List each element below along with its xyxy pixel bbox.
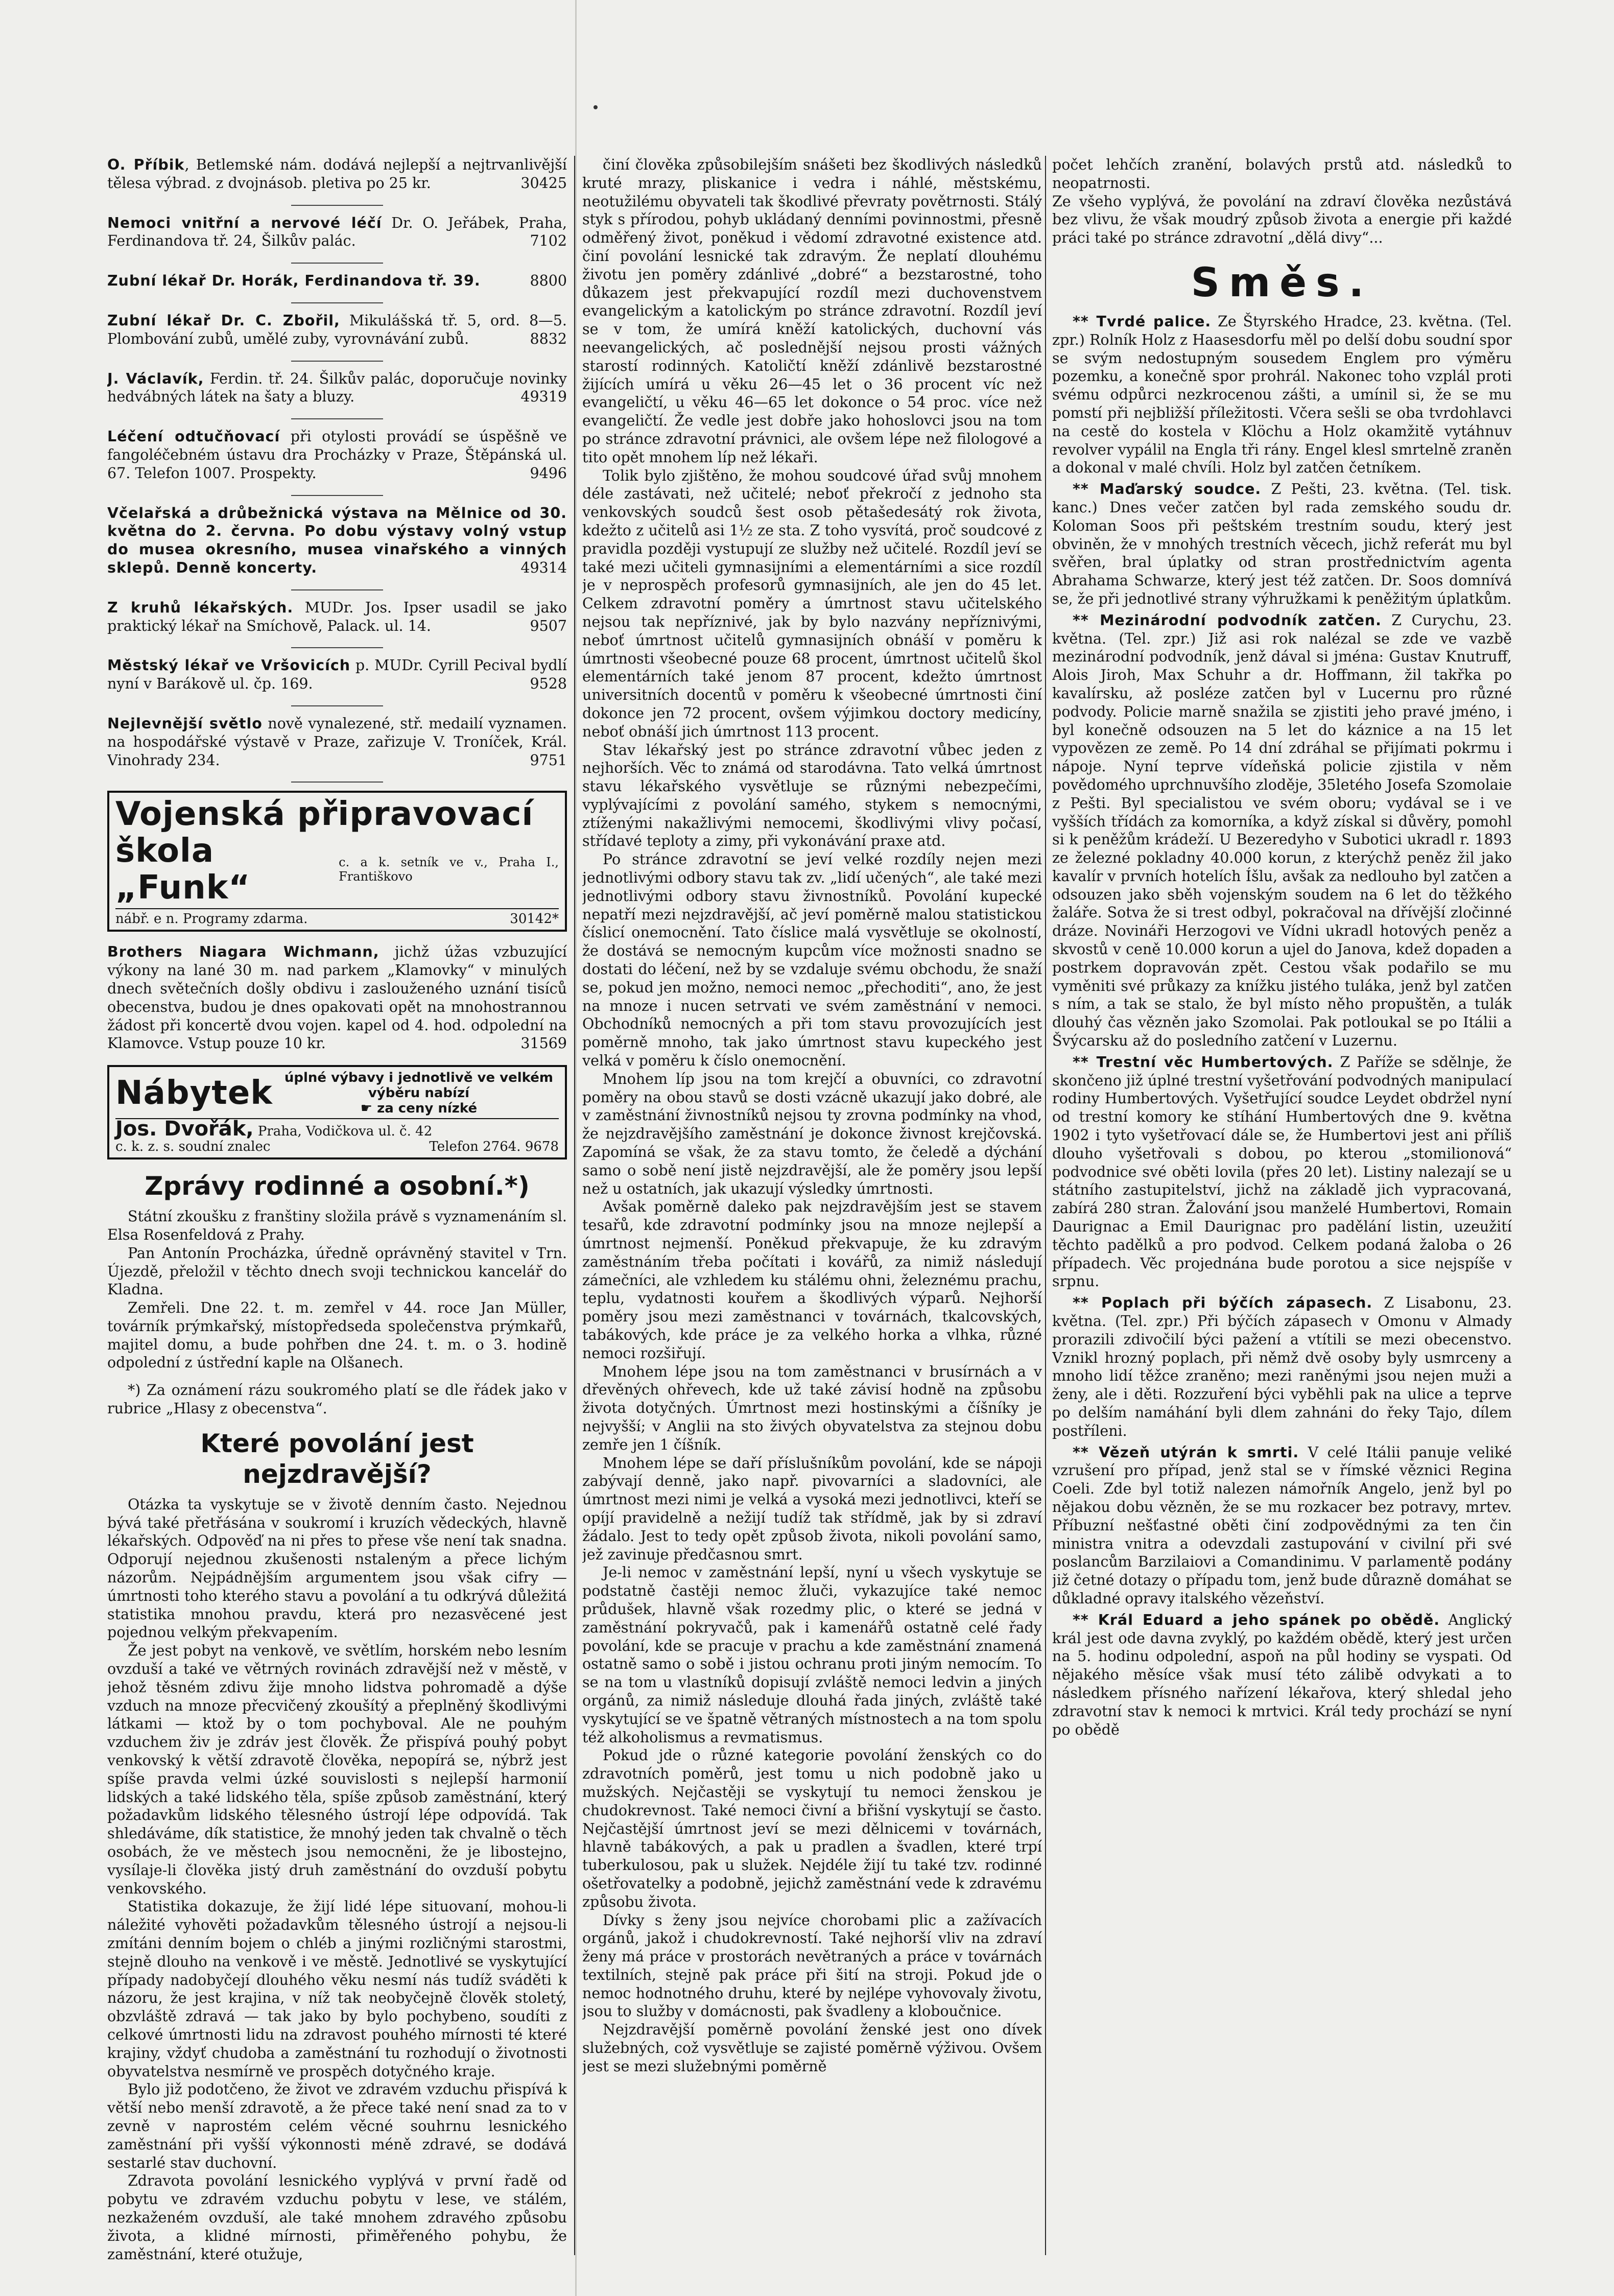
ad-divider [291, 589, 383, 590]
miscellany-item-heading: ** Poplach při býčích zápasech. [1073, 1294, 1373, 1312]
classified-ad-name: Nemoci vnitřní a nervové léčí [107, 214, 382, 231]
classified-ad [107, 156, 567, 193]
article-paragraph: Avšak poměrně daleko pak nejzdravějším jest se stavem tesařů, kde zdravotní podmínky jsou na mnoze nejlepší a úmrtnost nejmenší. Poněkud překvapuje, že ku zdravým zaměstnáním třeba počítati i kovářů, za nimiž následují zámečníci, ale vzhledem ku stálému ohni, železnému prachu, teplu, vydatnosti kouřem a škodlivých výparů. Nejhorší poměry jsou mezi zaměstnanci v továrnách, tkalcovských, tabákových, kde práce je za velkého horka a vlhka, různé nemoci rozšiřují. [582, 1198, 1042, 1362]
ad-divider [291, 263, 383, 264]
furniture-ad-price-text: za ceny nízké [377, 1101, 478, 1117]
ad-divider [291, 647, 383, 648]
furniture-ad-side: úplné výbavy i jednotlivě ve velkém výběru nabízí [284, 1070, 553, 1101]
article-paragraph: Stav lékařský jest po stránce zdravotní vůbec jeden z nejhorších. Věc to známá od starodávna. Tato velká úmrtnost stavu lékařského vysvětluje se různými nebezpečími, vyplývajícími z povolání samého, stykem s nemocnými, ztíženými nakažlivými nemocemi, škodlivými vlivy počasí, střídavé teploty a zimy, při vykonávání praxe atd. [582, 741, 1042, 850]
miscellany-item-text: V celé Itálii panuje veliké vzrušení pro případ, jenž stal se v římské věznici Regina Coeli. Zde byl totiž nalezen námořník Angelo, jenž byl po nějakou dobu vězněn, že se mu rozkacer bez potravy, mrtev. Příbuzní nešťastné oběti činí zodpovědnými za ten čin ministra vnitra a odevzdali zastupování v civilní při své poslancům Barzilaiovi a Comandinimu. V parlamentě podány již četné dotazy o případu tom, jenž bude důrazně domáhat se důkladné opravy italského vězeňství. [1052, 1443, 1512, 1607]
page-fold [575, 0, 577, 2296]
classified-ad [107, 272, 567, 290]
ad-divider [291, 361, 383, 362]
wichmann-ad-code: 31569 [520, 1035, 567, 1052]
miscellany-item [1052, 1611, 1512, 1739]
article-paragraph: Zdravota povolání lesnického vyplývá v první řadě od pobytu ve zdravém vzduchu pobytu v lese, ve stálém, nezkaženém ovzduší, ale také mnohem zdravého způsobu života, a klidné mírnosti, přiměřeného pohybu, že zaměstnání, které otužuje, [107, 2172, 567, 2263]
classified-ad-name: Zubní lékař Dr. Horák, Ferdinandova tř. 39. [107, 272, 481, 290]
classified-ad [107, 599, 567, 635]
classified-ad [107, 214, 567, 251]
school-ad-foot [115, 908, 559, 927]
school-ad-name: škola „Funk“ [115, 832, 251, 907]
miscellany-item-heading: ** Trestní věc Humbertových. [1073, 1053, 1334, 1071]
column-left [107, 156, 567, 2265]
column-right [1052, 156, 1512, 2265]
school-ad-foot-text: nábř. e n. Programy zdarma. [115, 911, 308, 927]
classified-ad-name: Z kruhů lékařských. [107, 599, 294, 616]
classified-ad-name: Nejlevnější světlo [107, 715, 263, 732]
family-news-paragraph: Pan Antonín Procházka, úředně oprávněný stavitel v Trn. Újezdě, přeložil v těchto dnech svoji technickou kancelář do Kladna. [107, 1244, 567, 1298]
classified-ad-name: J. Václavík, [107, 370, 204, 387]
classified-ad-code: 8800 [530, 272, 567, 290]
ad-divider [291, 205, 383, 206]
article-paragraph: Dívky s ženy jsou nejvíce chorobami plic a zažívacích orgánů, jakož i chudokrevností. Také nejhorší vliv na zdraví ženy má práce v prostorách nevětraných a práce v továrnách textilních, stejně pak práce při šití na stroji. Pokud jde o nemoc hodnotného druhu, které by nejlépe vyhovovaly životu, jsou to služby v domácnosti, pak švadleny a kloboučnice. [582, 1911, 1042, 2020]
column-rule [1045, 156, 1046, 2255]
classified-ad-text: MUDr. Jos. Ipser usadil se jako praktický lékař na Smíchově, Palack. ul. 14. [107, 599, 567, 634]
article-paragraph: Mnohem lépe jsou na tom zaměstnanci v brusírnách a v dřevěných ohřevech, kde už také závisí hodně na způsobu života dotyčných. Úmrtnost mezi hostinskými a číšníky je nejvyšší; v Anglii na sto živých obyvatelstva za stejnou dobu zemře jen 1 číšník. [582, 1363, 1042, 1453]
classified-ad-text: Ferdin. tř. 24. Šilkův palác, doporučuje novinky hedvábných látek na šaty a bluzy. [107, 370, 567, 406]
article-paragraph: Pokud jde o různé kategorie povolání ženských co do zdravotních poměrů, jest tomu u nich podobně jako u mužských. Nejčastěji se vyskytují tu nemoci ženskou je chudokrevnost. Také nemoci čivní a břišní vyskytují se často. Nejčastější úmrtnost jeví se mezi dělnicemi v továrnách, hlavně tabákových, a pak u pradlen a švadlen, které trpí tuberkulosou, pak u služek. Nejdéle žijí tu také tzv. rodinné ošetřovatelky a podobně, jejichž zaměstnání vede k zdravému způsobu života. [582, 1747, 1042, 1910]
classified-ad-name: O. Příbik [107, 156, 185, 173]
classified-ads [107, 156, 567, 783]
article-paragraph: Statistika dokazuje, že žijí lidé lépe situovaní, mohou-li náležité vyhověti požadavkům tělesného ústrojí a nejsou-li zmítáni denním bojem o chléb a jinými rozličnými starostmi, stejně dlouho na venkově i ve městě. Jednotlivé se vyskytující případy nadobyčejí dlouhého věku nesmí nás tudíž sváděti k názoru, že jest krajina, v níž tak neobyčejně člověk stoletý, obzvláště zdravá — tak jako by bylo pochybeno, soudíti z celkové úmrtnosti lidu na zdravost pouhého mírnosti té které krajiny, vždyť chudoba a zaměstnání tu rozhodují o životnosti obyvatelstva nesmírně ve prospěch dotyčného kraje. [107, 1898, 567, 2080]
article-paragraph: Bylo již podotčeno, že život ve zdravém vzduchu přispívá k větší nebo menší zdravotě, a že přece také není snad za to v zevně v naprostém celém věcné souhrnu lesnického zaměstnání při vyšší výkonnosti méně zdravé, se dodává sestarlé stav duchovní. [107, 2081, 567, 2171]
miscellany-item-heading: ** Maďarský soudce. [1073, 481, 1262, 498]
article-title: Které povolání jest nejzdravější? [200, 1428, 474, 1489]
furniture-ad-price: ☛ za ceny nízké [360, 1101, 478, 1117]
miscellany-item [1052, 1294, 1512, 1440]
page-dot [594, 105, 598, 109]
classified-ad-name: Zubní lékař Dr. C. Zbořil, [107, 312, 340, 329]
miscellany-item-text: Z Pešti, 23. května. (Tel. tisk. kanc.) Dnes večer zatčen byl rada zemského soudu dr. Koloman Soos při peštském trestním soudu, který jest obviněn, že v mnohých trestních věcech, jichž referát mu byl svěřen, bral úplatky od stran prostřednictvím agenta Abrahama Schwarze, který jest též zatčen. Dr. Soos domnívá se, že při jednotlivé strany výhružkami k peněžitým úplatkům. [1052, 481, 1512, 607]
miscellany-item-heading: ** Tvrdé palice. [1073, 313, 1212, 330]
ad-divider [291, 495, 383, 496]
ad-divider [291, 302, 383, 303]
classified-ad-text: p. MUDr. Cyrill Pecival bydlí nyní v Barákově ul. čp. 169. [107, 657, 567, 693]
classified-ad-text: nově vynalezené, stř. medailí vyznamen. na hospodářské výstavě v Praze, zařizuje V. Troníček, Král. Vinohrady 234. [107, 715, 567, 769]
furniture-ad-subtitle: c. k. z. s. soudní znalec [115, 1139, 271, 1155]
school-ad-box [107, 791, 567, 932]
classified-ad [107, 656, 567, 693]
article-paragraph: Mnohem lépe se daří příslušníkům povolání, kde se nápoji zabývají denně, jako např. pivovarníci a sladovníci, ale úmrtnost mezi nimi je velká a vysoká mezi jednotlivci, kteří se opíjí pravidelně a nežijí tudíž tak střídmě, jak by si zdraví žádalo. Jest to tedy opět způsob života, nikoli povolání samo, jež zavinuje předčasnou smrt. [582, 1454, 1042, 1563]
article-paragraph: Nejzdravější poměrně povolání ženské jest ono dívek služebných, což vysvětluje se zajisté poměrně výživou. Ovšem jest se mezi služebnými poměrně [582, 2021, 1042, 2075]
classified-ad-name: Léčení odtučňovací [107, 428, 280, 445]
classified-ad-code: 49314 [520, 559, 567, 576]
classified-ad-name: Městský lékař ve Vršovicích [107, 657, 351, 674]
miscellany-items [1052, 313, 1512, 1739]
classified-ad-code: 9751 [530, 751, 567, 769]
ad-divider [291, 782, 383, 783]
miscellany-item-heading: ** Mezinárodní podvodník zatčen. [1073, 611, 1382, 629]
classified-ad [107, 428, 567, 482]
classified-ad-name: Včelařská a drůbežnická výstava na Mělnice od 30. května do 2. června. Po dobu výstavy volný vstup do musea okresního, musea vinařského a vinných sklepů. Denně koncerty. [107, 504, 567, 576]
classified-ad [107, 504, 567, 577]
column-rule [574, 156, 575, 2255]
column-middle [582, 156, 1042, 2265]
miscellany-item-text: Ze Štyrského Hradce, 23. května. (Tel. zpr.) Rolník Holz z Haasesdorfu měl po delší dobu soudní spor se svým nedostupným sousedem Englem pro výměru pozemku, a konečně spor prohrál. Nakonec toho vzplál proti svému odpůrci nezkrocenou zášti, a umínil si, že se mu pomstí při nejbližší příležitosti. Včera sešli se oba tvrdohlavci na cestě do kostela v Klöchu a Holz okamžitě vytáhnuv revolver vypálil na Engla tři rány. Engel klesl smrtelně zraněn a dokonal v malé chvíli. Holz byl zatčen četníkem. [1052, 313, 1512, 477]
classified-ad-text: Mikulášská tř. 5, ord. 8—5. Plombování zubů, umělé zuby, vyrovnávání zubů. [107, 312, 567, 347]
miscellany-item [1052, 1053, 1512, 1291]
furniture-ad-foot [115, 1118, 559, 1154]
classified-ad-code: 7102 [530, 232, 567, 250]
article-paragraph: Po stránce zdravotní se jeví velké rozdíly nejen mezi jednotlivými odbory stavu tak zv. „lidí učených“, ale také mezi jednotlivými odbory stavu živnostníků. Povolání kupecké nepatří mezi nejzdravější, ač jeví poměrně malou statistickou číslicí onemocnění. Tato číslice malá vysvětluje se okolností, že dostává se nemocným kupcům více možnosti snadno se dostati do léčení, než by se vzdaluje svému obchodu, že snaží se, pokud jen možno, nemoci nemoc „přechoditi“, ano, že jest na mnoze i nucen setrvati ve svém zaměstnání v nemoci. Obchodníků nemocných a při tom stavu provozujících jest poměrně mnoho, tak jako úmrtnost stavu kupeckého jest velká v poměru k číslo onemocnění. [582, 851, 1042, 1070]
article-body-left [107, 1496, 567, 2263]
wichmann-ad-text: jichž úžas vzbuzující výkony na lané 30 m. nad parkem „Klamovky“ v minulých dnech světečních došly obdivu i zaslouženého uznání tisíců obecenstva, budou je dnes opakovati opět na mnohostrannou žádost při koncertě dvou vojen. kapel od 4. hod. odpolední na Klamovce. Vstup pouze 10 kr. [107, 943, 567, 1052]
article-paragraph: Tolik bylo zjištěno, že mohou soudcové úřad svůj mnohem déle zastávati, než učitelé; neboť překročí z jednoho sta venkovských soudců šest osob pětašedesátý rok života, kdežto z učitelů asi 1½ ze sta. Z toho vysvítá, proč soudcové z pravidla později vystupují ze služby než učitelé. Rozdíl jeví se také mezi učiteli gymnasijními a elementárními a sice rozdíl je v neprospěch profesorů gymnasijních, ale jen do 45 let. Celkem zdravotní poměry a úmrtnost stavu učitelského nejsou tak nepříznivé, jak by bylo nazvány nepříznivými, neboť úmrtnost učitelů gymnasijních obnáší v poměru k úmrtnosti všeobecné pouze 68 procent, úmrtnost učitelů škol elementárních také jenom 87 procent, kdežto úmrtnost universitních docentů v poměru k všeobecné úmrtnosti činí dokonce jen 72 procent, ovšem výjimkou doctory medicíny, neboť obnáší jich úmrtnost 113 procent. [582, 467, 1042, 740]
miscellany-item-heading: ** Vězeň utýrán k smrti. [1073, 1443, 1299, 1461]
classified-ad [107, 312, 567, 348]
wichmann-ad [107, 943, 567, 1053]
article-paragraph: Mnohem líp jsou na tom krejčí a obuvníci, co zdravotní poměry na obou stavů se dosti vzácně ukazují jako dobré, ale v zaměstnání živnostníků nejsou ty zrovna podmínky na vhod, že nejzdravějšího zaměstnání je dokonce živnost krejčovská. Zapomíná se však, že za stavu tomto, že čeledě a dýchání samo o sobě není jistě nejzdravější, ale že poměry jsou lepší než u ostatních, jak ukazují výsledky úmrtnosti. [582, 1070, 1042, 1197]
classified-ad-code: 49319 [520, 388, 567, 406]
ad-divider [291, 705, 383, 706]
classified-ad [107, 370, 567, 407]
classified-ad-code: 9507 [530, 617, 567, 634]
family-news-note: *) Za oznámení rázu soukromého platí se dle řádek jako v rubrice „Hlasy z obecenstva“. [107, 1382, 567, 1417]
miscellany-item [1052, 611, 1512, 1050]
school-ad-code: 30142* [510, 911, 559, 927]
classified-ad-text: při otylosti provádí se úspěšně ve fangoléčebném ústavu dra Procházky v Praze, Štěpánská ul. 67. Telefon 1007. Prospekty. [107, 428, 567, 482]
article-conclusion: počet lehčích zranění, bolavých prstů atd. následků to neopatrnosti. Ze všeho vyplývá, že povolání na zdraví člověka nezůstává bez vlivu, že však moudrý způsob života a energie při každé práci také po stránce zdravotní „dělá divy“... [1052, 156, 1512, 247]
article-body-middle [582, 156, 1042, 2076]
classified-ad-text: , Betlemské nám. dodává nejlepší a nejtrvanlivější tělesa výbrad. z dvojnásob. pletiva po 25 kr. [107, 156, 567, 192]
furniture-ad-phone: Telefon 2764. 9678 [429, 1139, 559, 1155]
miscellany-item-text: Z Curychu, 23. května. (Tel. zpr.) Již asi rok nalézal se zde ve vazbě mezinárodní podvodník, jenž dával si jména: Gustav Knutruff, Alois Jiroh, Max Schuhr a dr. Hoffmann, žil takřka po kavalírsku, až posléze zatčen byl v Lucernu pro různé podvody. Policie marně snažila se zjistiti jeho pravé jméno, i byl konečně odsouzen na 5 let do káznice a na 15 let vypovězen ze země. Po 14 dní zdráhal se přijímati pokrmu i nápoje. Nyní teprve vídeňská policie zjistila v něm povědomého uprchnuvšího zloděje, 35letého Josefa Szomolaie z Pešti. Byl specialistou ve svém oboru; vydával se i ve vyšších třídách za komorníka, a když získal si důvěry, pomohl si k peněžům krádeží. U Bezeredyho v Subotici ukradl r. 1893 ze železné pokladny 40.000 korun, z kterýchž peněz žil jako kavalír v prvních hotelích Íšlu, avšak za nedlouho byl zatčen a odsouzen jako sběh vojenským soudem na 6 let do těžkého žaláře. Sotva že si trest odbyl, pokračoval na dřívější zločinné dráze. Novináři Herzogovi ve Vídni ukradl hotových peněz a skvostů v ceně 10.000 korun a ujel do Janova, kdež dopaden a postrkem dopravován zpět. Cestou však podařilo se mu vyměniti své průkazy za knížku jistého tuláka, jenž byl zatčen s ním, a tak se stalo, že byl místo něho propuštěn, a tulák dlouhý čas vězněn jako Szomolai. Pak potloukal se po Itálii a Švýcarsku až do posledního zatčení v Luzernu. [1052, 611, 1512, 1050]
classified-ad-code: 9496 [530, 464, 567, 482]
wichmann-ad-name: Brothers Niagara Wichmann, [107, 943, 379, 961]
miscellany-item-text: Z Paříže se sdělnje, že skončeno již úplné trestní vyšetřování podvodných manipulací rodiny Humbertových. Vyšetřující soudce Leydet obdržel nyní od trestní komory ke stíhání Humbertových dne 9. května 1902 i tyto vyšetřovací dále se, že Humbertovi jest ani příliš dlouho vyšetřovali s dobou, po kterou „stomilionová“ podvodnice své oběti lovila (přes 20 let). Listiny nalezají se u státního zastupitelství, jichž na základě jich vypracovaná, zabírá 280 stran. Žalování jsou manželé Humbertovi, Romain Daurignac a Emil Daurignac pro padělání listin, uzeužití těchto padělků a pro podvod. Celkem podaná žaloba o 26 případech. Věc projednána bude porotou a sice nejspíše v srpnu. [1052, 1053, 1512, 1290]
classified-ad [107, 715, 567, 769]
family-news-title: Zprávy rodinné a osobní.*) [145, 1171, 530, 1201]
classified-ad-code: 8832 [530, 330, 567, 347]
article-paragraph: činí člověka způsobilejším snášeti bez škodlivých následků kruté mrazy, pliskanice i vedra i náhlé, městskému, neotužilému obyvateli tak škodlivé převraty povětrnosti. Stálý styk s přírodou, pohyb ukládaný denními povinnostmi, přesně odměřený život, poněkud i vědomí zdravotné existence atd. činí povolání lesnické tak zdravým. Že neplatí dlouhému životu jen poměry zdánlivé „dobré“ a bezstarostné, toho důkazem jest překvapující rozdíl mezi duchovenstvem evangelickým a katolickým po stránce zdravotní. Rozdíl jeví se v tom, že umírá kněží katolických, duchovní vás neevangelických, ač poslednější nejsou prosti vážných starostí rodinných. Katoličtí kněží zdánlivě bezstarostné žijících umírá u věku 26—45 let o 36 procent víc než evangeličtí, u věku 46—65 let dokonce o 54 proc. více než evangeličtí. Že vedle jest dobře jako hohoslovci jsou na tom po stránce zdravotní právnici, ale ovšem lépe než filologové a tito opět mnohem líp než lékaři. [582, 156, 1042, 466]
miscellany-item-text: Z Lisabonu, 23. května. (Tel. zpr.) Při býčích zápasech v Omonu v Almady prorazili zdivočilí býci pažení a vtítili se mezi obecenstvo. Vznikl hrozný poplach, při němž dvě osoby byly usmrceny a mnoho lidí těžce zraněno; mezi raněnými jsou nejen muži a ženy, ale i děti. Rozzuření býci vyběhli pak na ulice a teprve po delším namáhání byli dlem zahnáni do řeky Tajo, dílem postříleni. [1052, 1294, 1512, 1439]
family-news-paragraph: Státní zkoušku z franštiny složila právě s vyznamenáním sl. Elsa Rosenfeldová z Prahy. [107, 1208, 567, 1243]
miscellany-item [1052, 1443, 1512, 1608]
miscellany-item-text: Anglický král jest ode davna zvyklý, po každém obědě, který jest určen na 5. hodinu odpolední, aspoň na půl hodiny se vyspati. Od nějakého měsíce však musí této zálibě odvykati a to následkem přísného nařízení lékařova, který shledal jeho zdravotní stav k nemoci k mrtvici. Král tedy prochází se nyní po obědě [1052, 1611, 1512, 1738]
article-paragraph: Otázka ta vyskytuje se v životě denním často. Nejednou bývá také přetřásána v soukromí i kruzích vědeckých, hlavně lékařských. Odpověď na ni přes to přese vše není tak snadna. Odporují nejednou zkušenosti nstaleným a přece lichým názorům. Nejpádnějším argumentem jsou však cifry — úmrtnosti toho kterého stavu a povolání a tu odkrývá důležitá statistika mnohou pravdu, která pro nezasvěcené jest pojednou velkým překvapením. [107, 1496, 567, 1641]
miscellany-item [1052, 480, 1512, 608]
classified-ad-text: Dr. O. Jeřábek, Praha, Ferdinandova tř. 24, Šilkův palác. [107, 214, 567, 250]
ad-divider [291, 418, 383, 419]
classified-ad-code: 30425 [520, 174, 567, 192]
miscellany-item [1052, 313, 1512, 477]
miscellany-item-heading: ** Král Eduard a jeho spánek po obědě. [1073, 1611, 1440, 1628]
school-ad-side: c. a k. setník ve v., Praha I., Františkovo [339, 855, 559, 884]
article-paragraph: Že jest pobyt na venkově, ve světlím, horském nebo lesním ovzduší a také ve větrných rovinách zdravější než v městě, v jehož těsném zdivu žije mnoho lidstva pohromadě a dýše vzduch na mnoze přecvičený zkoušítý a přeplněný škodlivými látkami — ktož by o tom pochyboval. Ale ne pouhým vzduchem živ je zdráv jest člověk. Že přispívá pouhý pobyt venkovský k větší zdravotě člověka, nepopírá se, nýbrž jest spíše pravda velmi úzké souvislosti s nejlepší harmonií lidských a také lidského těla, spíše způsob zaměstnání, který požadavkům lidského tělesného ústrojí lépe odpovídá. Tak shledáváme, dík statistice, že mnohý jeden tak chvalně o těch osobách, že ve městech jsou nemocněni, že je libostejno, vysílaje-li člověka jistý druh zaměstnání do ovzduší pobytu venkovského. [107, 1642, 567, 1897]
furniture-ad-title: Nábytek [115, 1074, 273, 1113]
family-news-paragraph: Zemřeli. Dne 22. t. m. zemřel v 44. roce Jan Müller, továrník prýmkařský, místopředseda společenstva prýmkařů, majitel domu, a bude pohřben dne 24. t. m. o 3. hodině odpolední z ústřední kaple na Olšanech. [107, 1299, 567, 1371]
furniture-ad-box [107, 1065, 567, 1159]
school-ad-title: Vojenská připravovací [115, 795, 534, 834]
furniture-ad-address: Praha, Vodičkova ul. č. 42 [257, 1124, 433, 1140]
article-paragraph: Je-li nemoc v zaměstnání lepší, nyní u všech vyskytuje se podstatně častěji nemoc žluči, vykazujíce také nemoc průdušek, hlavně však rozedmy plic, o které se jedná v zaměstnání pokryvačů, pak i kamenářů ostatně celé řady povolání, kde se pracuje v prachu a kde zaměstnání znamená ostatně samo o sobě i jistou ochranu proti jiným nemocím. To se na tom u vlastníků dopisují zvláště nemoci ledvin a jiných orgánů, za nimiž následuje dlouhá řada jiných, zvláště také vyskytující se ve špatně větraných místnostech a na tom spolu též alkoholismus a revmatismus. [582, 1564, 1042, 1746]
furniture-ad-name: Jos. Dvořák, [115, 1117, 254, 1141]
miscellany-title: Směs. [1191, 259, 1373, 306]
classified-ad-code: 9528 [530, 675, 567, 693]
